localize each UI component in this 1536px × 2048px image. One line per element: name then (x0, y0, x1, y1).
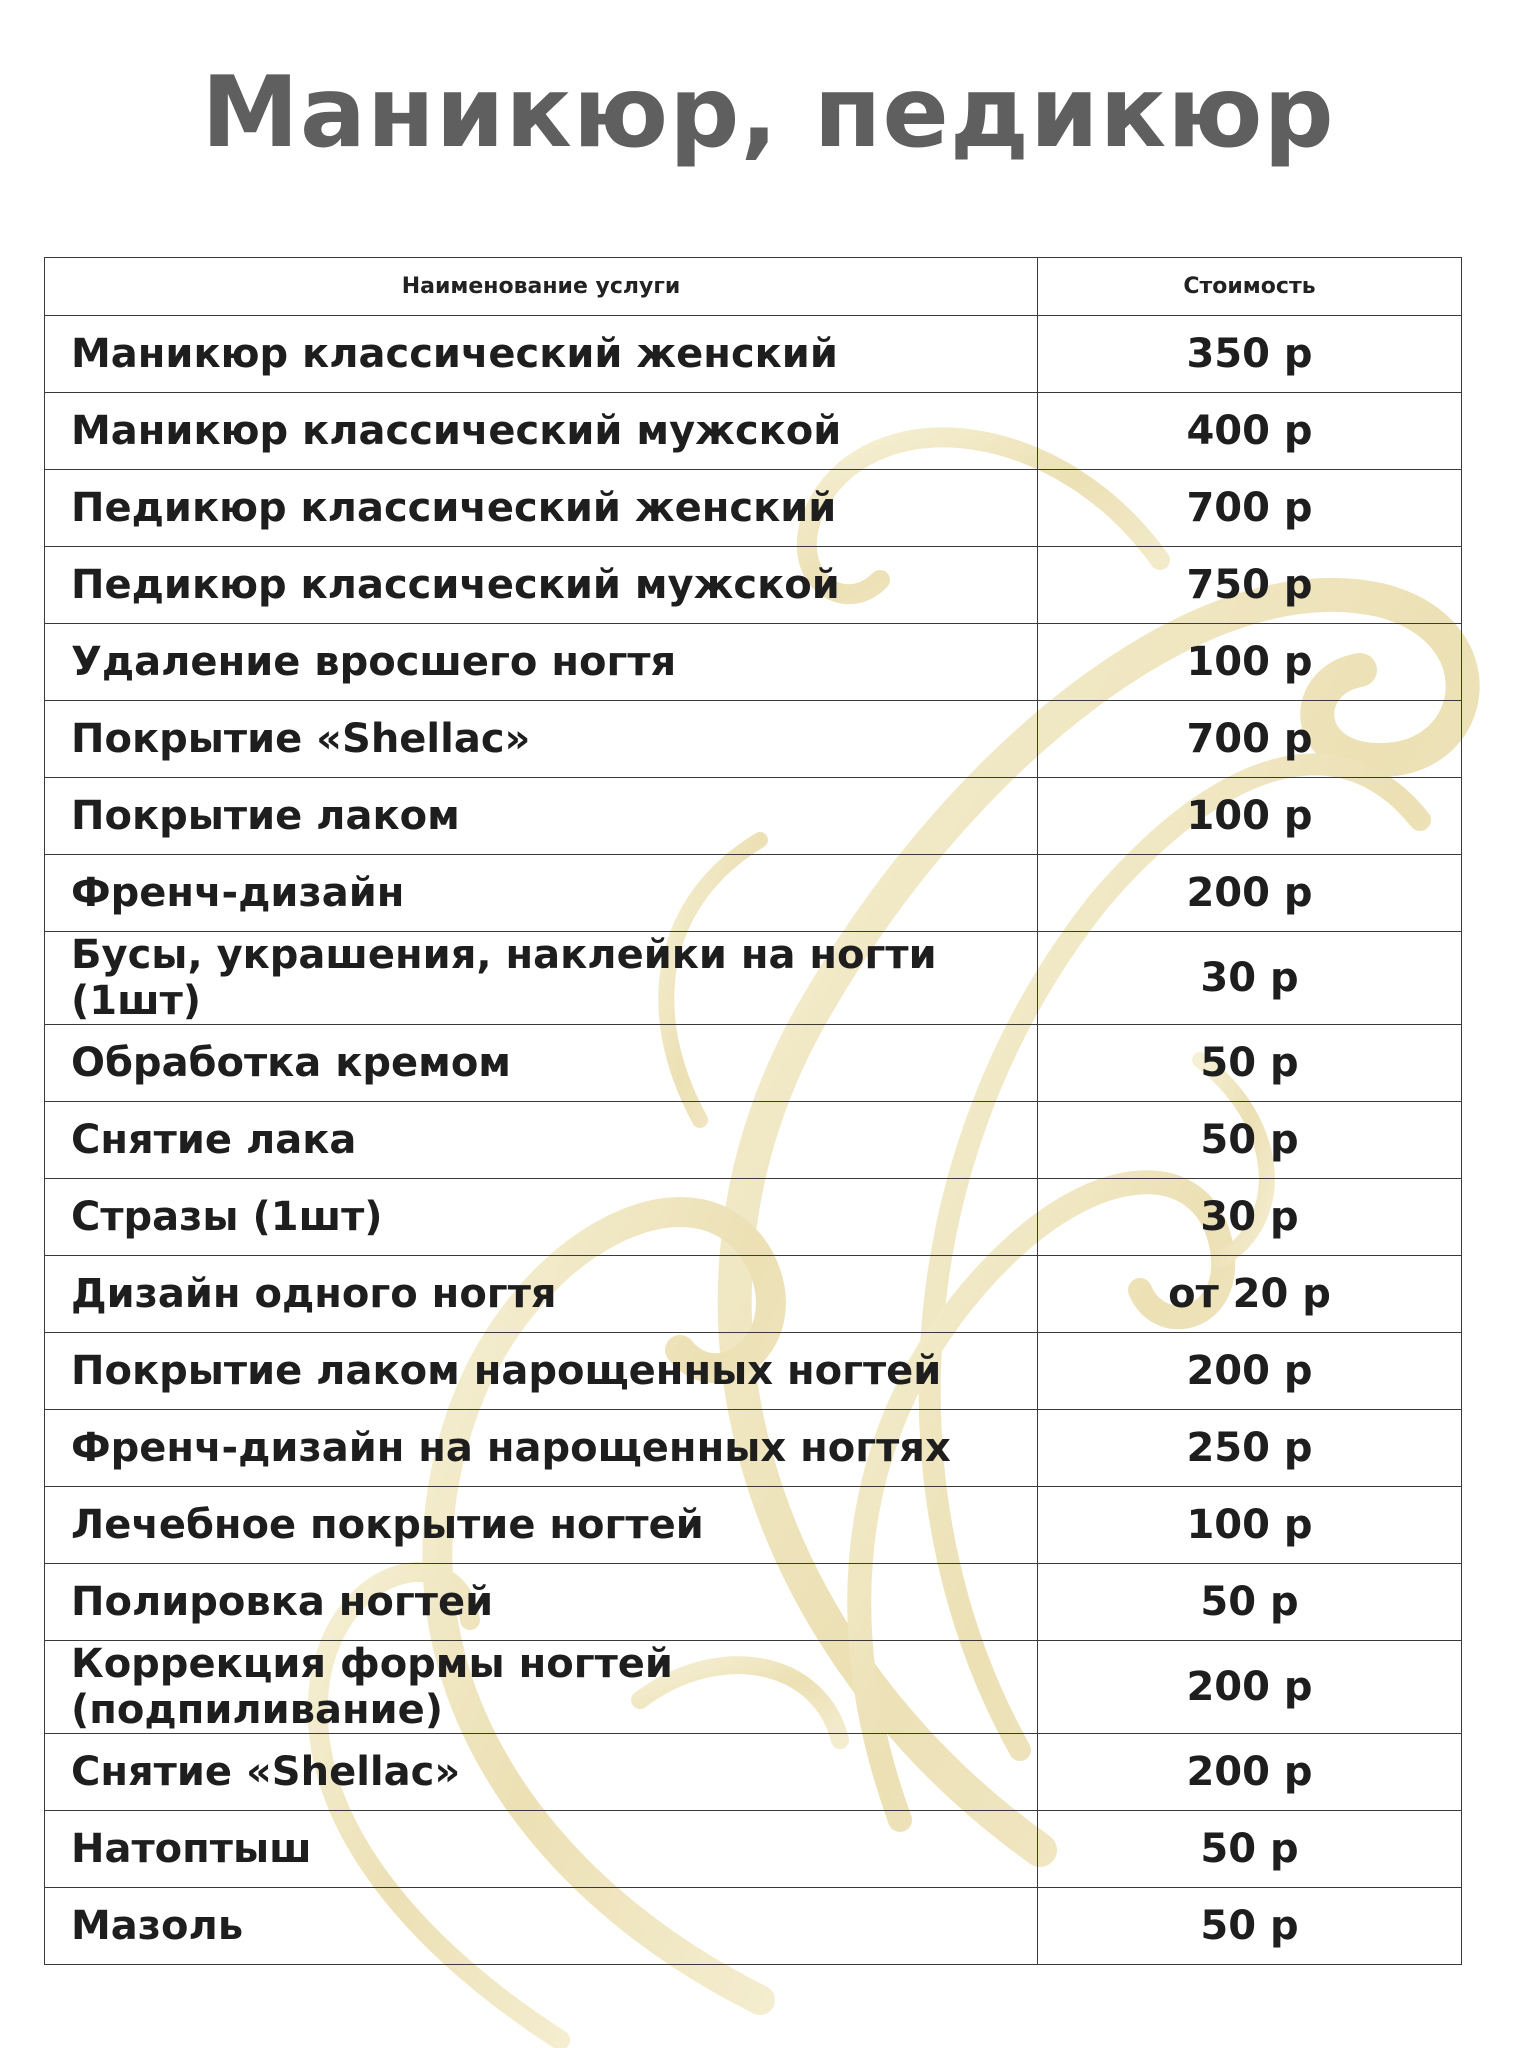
service-name: Натоптыш (45, 1811, 1038, 1888)
table-row (45, 778, 1462, 855)
table-row (45, 624, 1462, 701)
service-price: 200 р (1038, 1641, 1462, 1734)
table-row (45, 1734, 1462, 1811)
service-price: от 20 р (1038, 1256, 1462, 1333)
table-row (45, 1641, 1462, 1734)
service-price: 400 р (1038, 393, 1462, 470)
service-price: 100 р (1038, 624, 1462, 701)
table-row (45, 1564, 1462, 1641)
service-price: 350 р (1038, 316, 1462, 393)
service-price: 200 р (1038, 1333, 1462, 1410)
table-header-row (45, 258, 1462, 316)
service-name: Френч-дизайн (45, 855, 1038, 932)
table-row (45, 1888, 1462, 1965)
service-name: Бусы, украшения, наклейки на ногти (1шт) (45, 932, 1038, 1025)
service-name: Полировка ногтей (45, 1564, 1038, 1641)
service-price: 50 р (1038, 1811, 1462, 1888)
service-name: Покрытие лаком нарощенных ногтей (45, 1333, 1038, 1410)
page-title: Маникюр, педикюр (201, 56, 1335, 170)
service-name: Мазоль (45, 1888, 1038, 1965)
table-row (45, 1256, 1462, 1333)
table-row (45, 932, 1462, 1025)
service-price: 100 р (1038, 1487, 1462, 1564)
table-row (45, 1410, 1462, 1487)
service-name: Маникюр классический мужской (45, 393, 1038, 470)
service-price: 50 р (1038, 1025, 1462, 1102)
service-name: Френч-дизайн на нарощенных ногтях (45, 1410, 1038, 1487)
service-price: 100 р (1038, 778, 1462, 855)
service-price: 200 р (1038, 855, 1462, 932)
service-price: 50 р (1038, 1564, 1462, 1641)
service-price: 700 р (1038, 701, 1462, 778)
service-price: 50 р (1038, 1888, 1462, 1965)
table-row (45, 1487, 1462, 1564)
service-name: Снятие «Shellac» (45, 1734, 1038, 1811)
table-row (45, 1179, 1462, 1256)
service-name: Лечебное покрытие ногтей (45, 1487, 1038, 1564)
service-price: 250 р (1038, 1410, 1462, 1487)
service-price: 750 р (1038, 547, 1462, 624)
service-price: 30 р (1038, 932, 1462, 1025)
service-name: Покрытие лаком (45, 778, 1038, 855)
table-row (45, 1102, 1462, 1179)
service-price: 700 р (1038, 470, 1462, 547)
table-row (45, 1811, 1462, 1888)
service-name: Обработка кремом (45, 1025, 1038, 1102)
table-row (45, 701, 1462, 778)
table-row (45, 393, 1462, 470)
service-name: Снятие лака (45, 1102, 1038, 1179)
table-row (45, 855, 1462, 932)
column-header-service: Наименование услуги (45, 258, 1038, 316)
service-name: Стразы (1шт) (45, 1179, 1038, 1256)
service-name: Педикюр классический мужской (45, 547, 1038, 624)
table-row (45, 547, 1462, 624)
table-row (45, 1025, 1462, 1102)
table-row (45, 316, 1462, 393)
table-row (45, 1333, 1462, 1410)
service-name: Коррекция формы ногтей (подпиливание) (45, 1641, 1038, 1734)
service-name: Удаление вросшего ногтя (45, 624, 1038, 701)
service-name: Педикюр классический женский (45, 470, 1038, 547)
service-name: Покрытие «Shellac» (45, 701, 1038, 778)
price-table (44, 257, 1462, 1965)
service-price: 200 р (1038, 1734, 1462, 1811)
service-name: Маникюр классический женский (45, 316, 1038, 393)
table-row (45, 470, 1462, 547)
service-name: Дизайн одного ногтя (45, 1256, 1038, 1333)
service-price: 50 р (1038, 1102, 1462, 1179)
service-price: 30 р (1038, 1179, 1462, 1256)
column-header-price: Стоимость (1038, 258, 1462, 316)
